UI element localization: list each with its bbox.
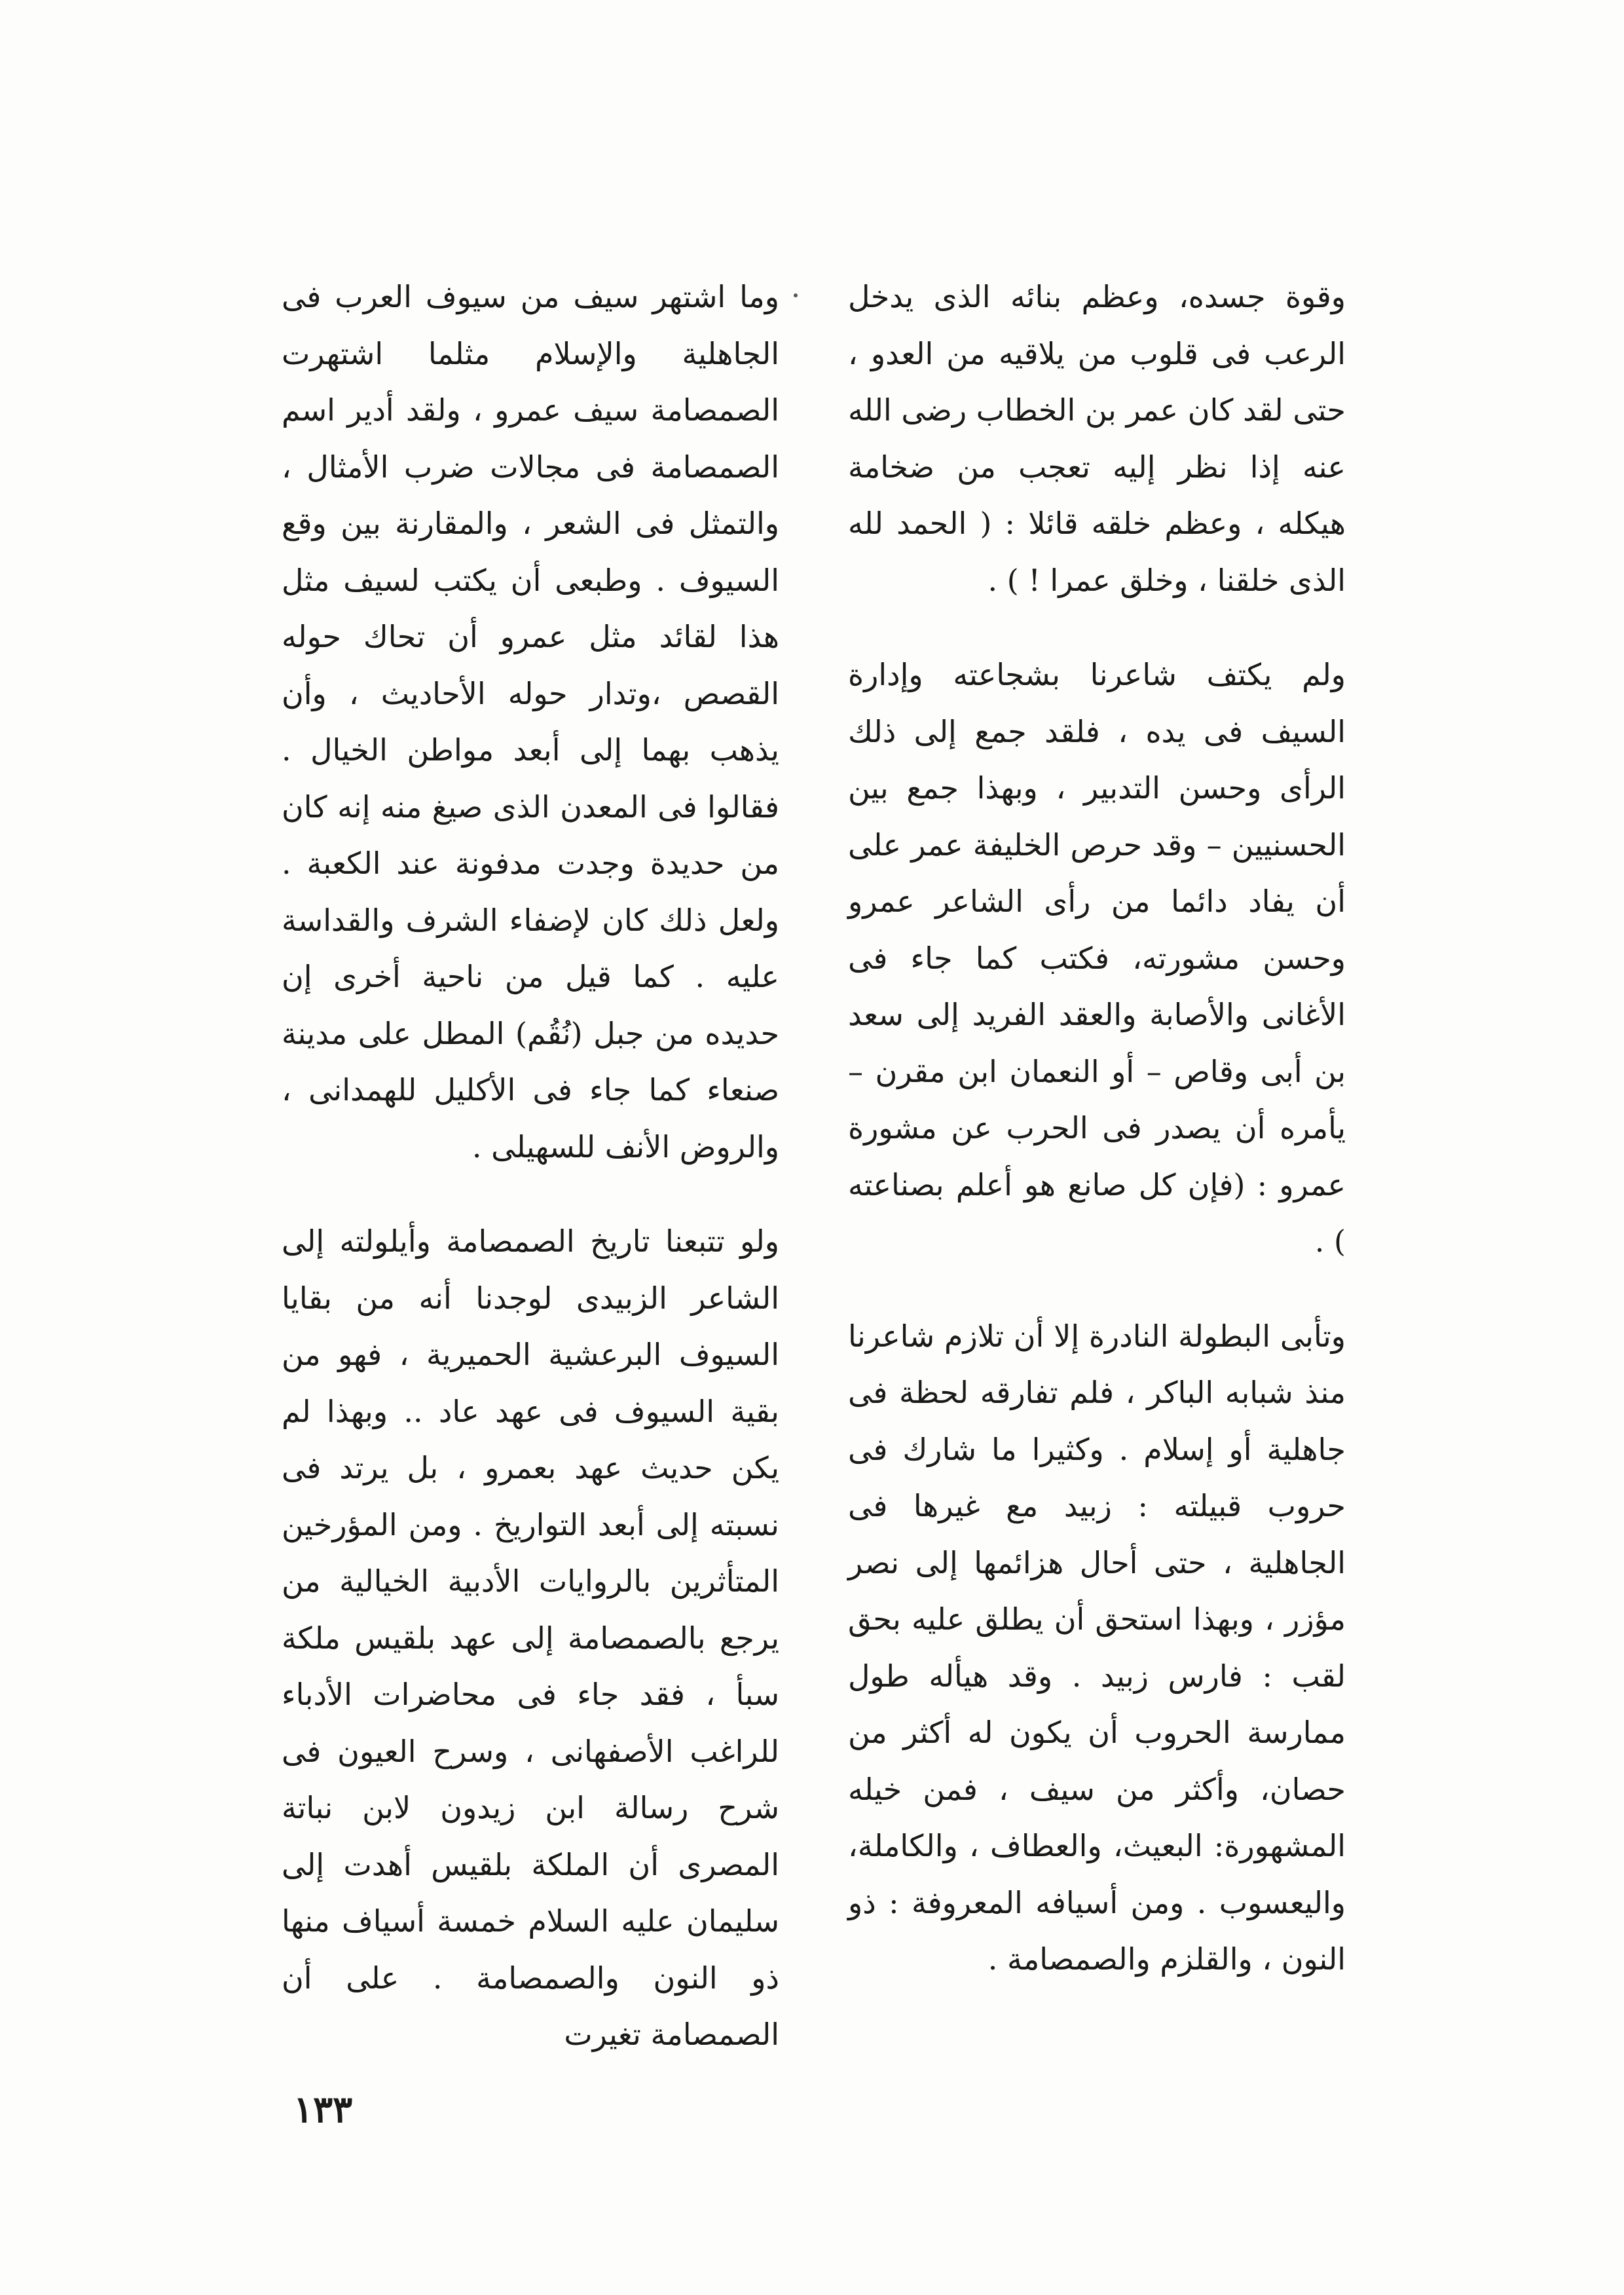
- ink-speck: [794, 293, 798, 297]
- paragraph: وما اشتهر سيف من سيوف العرب فى الجاهلية والإسلام مثلما اشتهرت الصمصامة سيف عمرو ، ولقد أدير اسم الصمصامة فى مجالات ضرب الأمثال ، والتمثل فى الشعر ، والمقارنة بين وقع السيوف . وطبعى أن يكتب لسيف مثل هذا لقائد مثل عمرو أن تحاك حوله القصص ،وتدار حوله الأحاديث ، وأن يذهب بهما إلى أبعد مواطن الخيال . فقالوا فى المعدن الذى صيغ منه إنه كان من حديدة وجدت مدفونة عند الكعبة . ولعل ذلك كان لإضفاء الشرف والقداسة عليه . كما قيل من ناحية أخرى إن حديده من جبل (نُقُم) المطل على مدينة صنعاء كما جاء فى الأكليل للهمدانى ، والروض الأنف للسهيلى .: [282, 279, 779, 1165]
- paragraph: وتأبى البطولة النادرة إلا أن تلازم شاعرنا منذ شبابه الباكر ، فلم تفارقه لحظة فى جاهلية أو إسلام . وكثيرا ما شارك فى حروب قبيلته : زبيد مع غيرها فى الجاهلية ، حتى أحال هزائمها إلى نصر مؤزر ، وبهذا استحق أن يطلق عليه بحق لقب : فارس زبيد . وقد هيأله طول ممارسة الحروب أن يكون له أكثر من حصان، وأكثر من سيف ، فمن خيله المشهورة: البعيث، والعطاف ، والكاملة، واليعسوب . ومن أسيافه المعروفة : ذو النون ، والقلزم والصمصامة .: [848, 1318, 1346, 1977]
- paragraph: ولو تتبعنا تاريخ الصمصامة وأيلولته إلى الشاعر الزبيدى لوجدنا أنه من بقايا السيوف البرعشية الحميرية ، فهو من بقية السيوف فى عهد عاد .. وبهذا لم يكن حديث عهد بعمرو ، بل يرتد فى نسبته إلى أبعد التواريخ . ومن المؤرخين المتأثرين بالروايات الأدبية الخيالية من يرجع بالصمصامة إلى عهد بلقيس ملكة سبأ ، فقد جاء فى محاضرات الأدباء للراغب الأصفهانى ، وسرح العيون فى شرح رسالة ابن زيدون لابن نباتة المصرى أن الملكة بلقيس أهدت إلى سليمان عليه السلام خمسة أسياف منها ذو النون والصمصامة . على أن الصمصامة تغيرت: [282, 1223, 779, 2052]
- right-column: [848, 269, 1346, 1988]
- page-number: ١٣٣: [293, 2088, 353, 2131]
- paragraph: وقوة جسده، وعظم بنائه الذى يدخل الرعب فى قلوب من يلاقيه من العدو ، حتى لقد كان عمر بن الخطاب رضى الله عنه إذا نظر إليه تعجب من ضخامة هيكله ، وعظم خلقه قائلا : ( الحمد لله الذى خلقنا ، وخلق عمرا ! ) .: [848, 279, 1346, 598]
- left-column: [282, 269, 779, 2063]
- paragraph: ولم يكتف شاعرنا بشجاعته وإدارة السيف فى يده ، فلقد جمع إلى ذلك الرأى وحسن التدبير ، وبهذا جمع بين الحسنيين – وقد حرص الخليفة عمر على أن يفاد دائما من رأى الشاعر عمرو وحسن مشورته، فكتب كما جاء فى الأغانى والأصابة والعقد الفريد إلى سعد بن أبى وقاص – أو النعمان ابن مقرن – يأمره أن يصدر فى الحرب عن مشورة عمرو : (فإن كل صانع هو أعلم بصناعته ) .: [848, 657, 1346, 1259]
